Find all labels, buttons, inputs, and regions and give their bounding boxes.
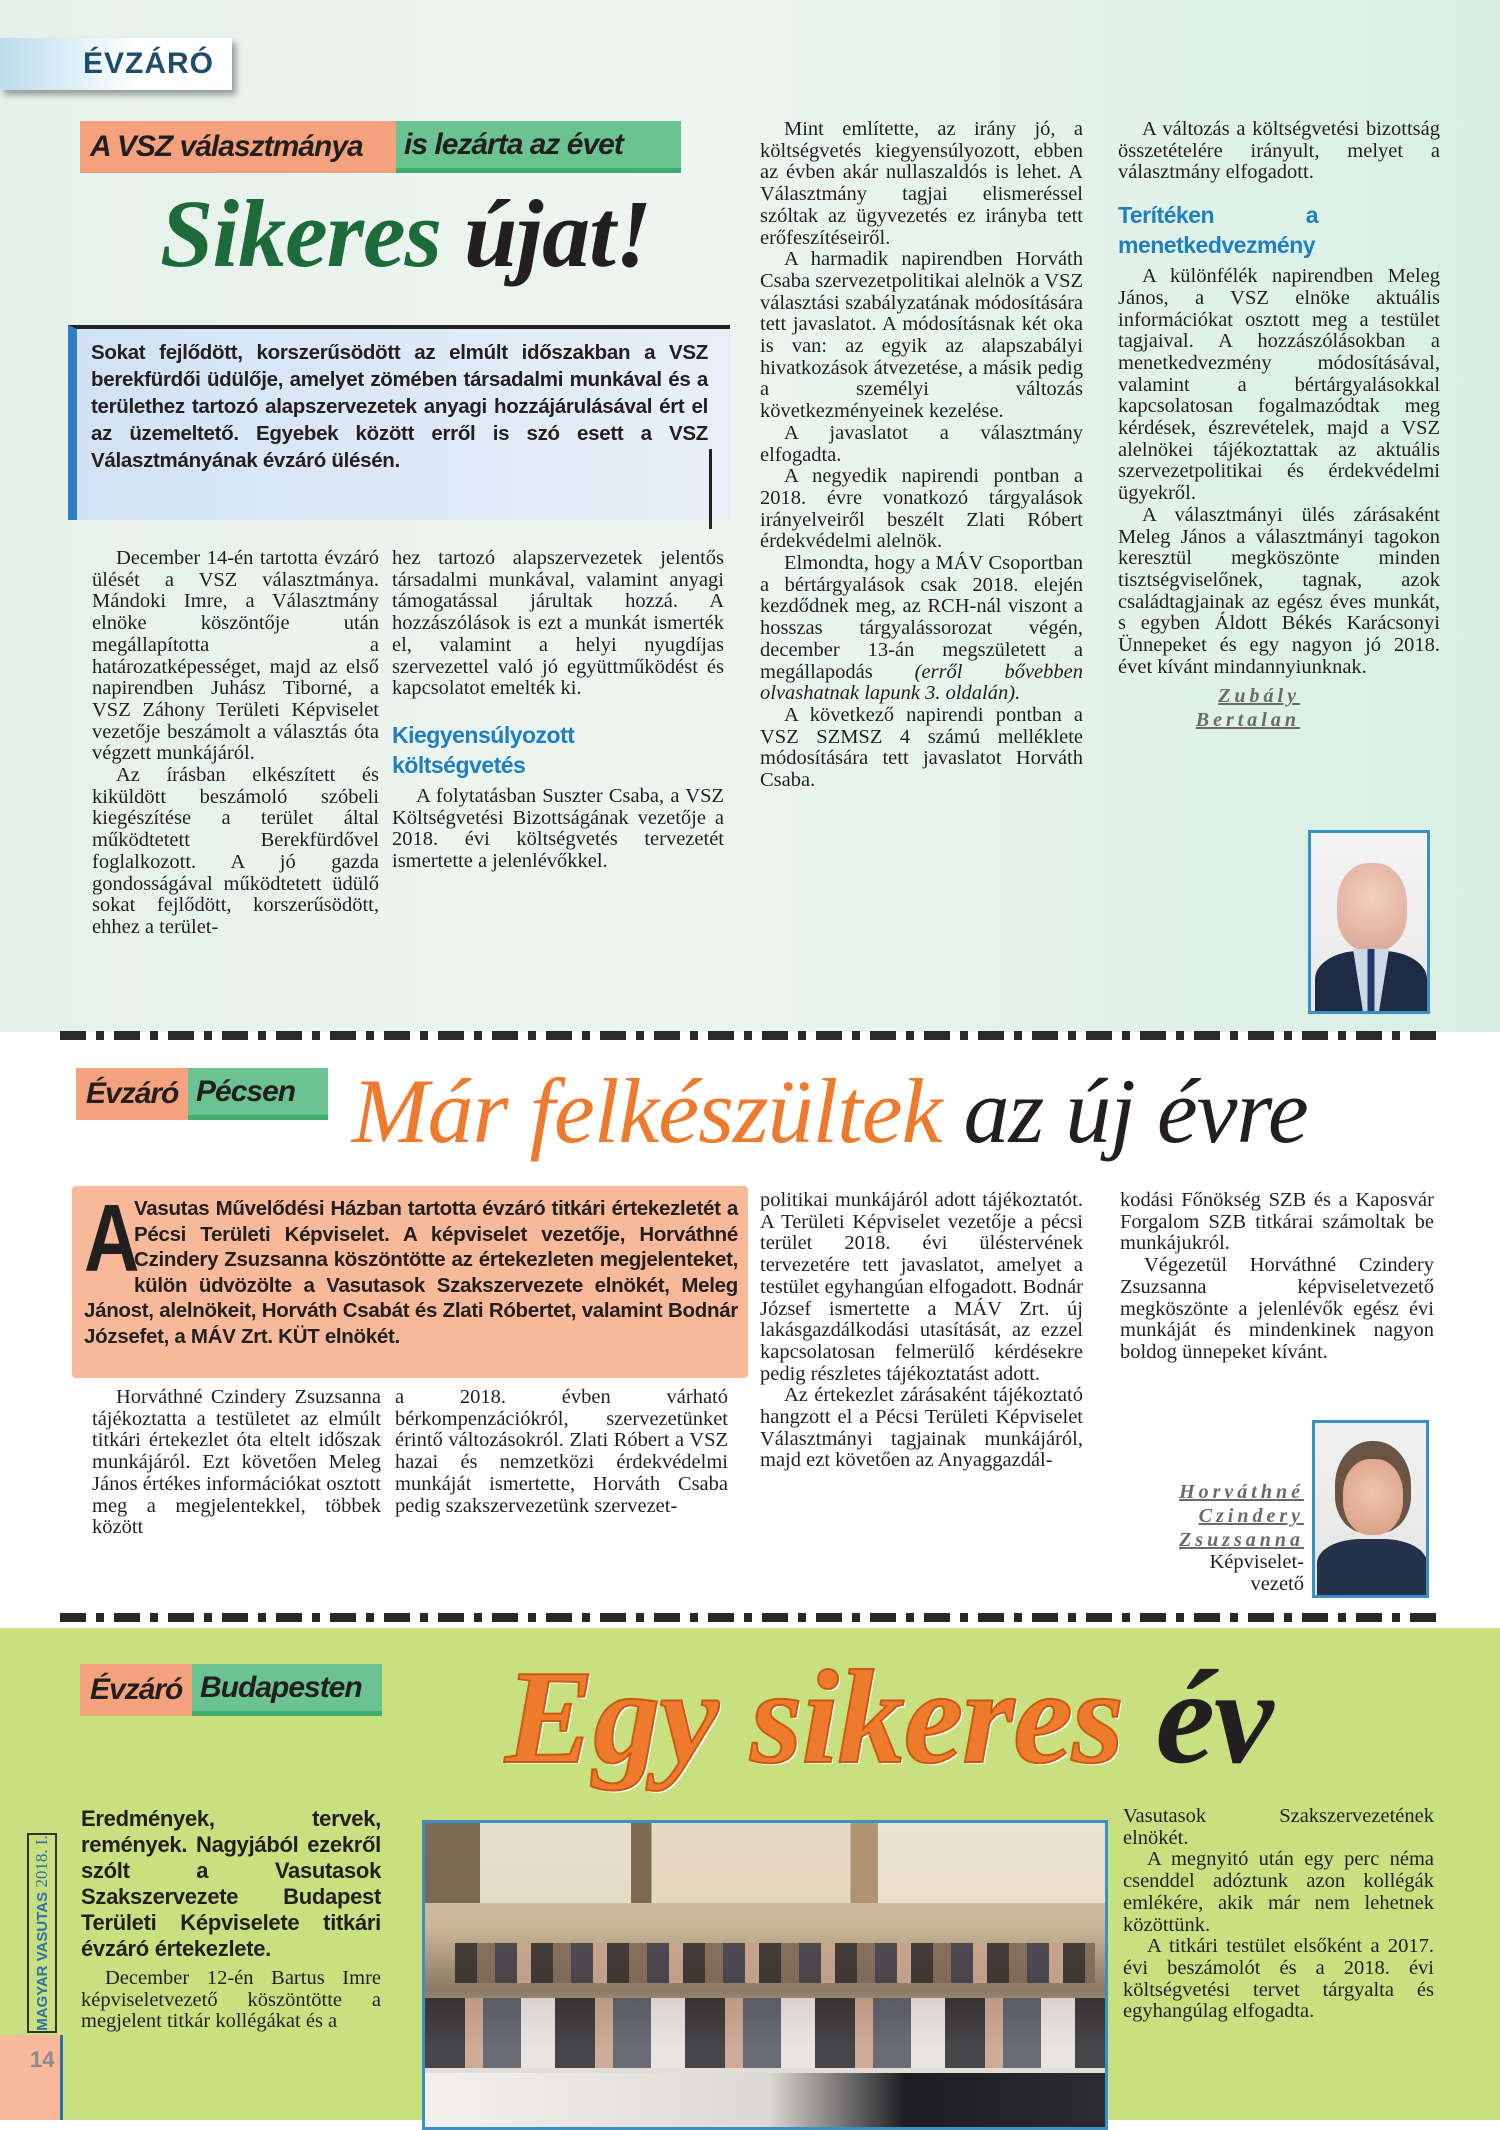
paragraph: December 14-én tartotta évzáró ülését a VSZ választmánya. Mándoki Imre, a Választmány elnöke köszöntője után megállapította a határozatképességet, majd az első napirendben Juhász Tiborné, a VSZ Záhony Területi Képviselet vezetője beszámolt a választás óta végzett munkájáról. [92, 547, 379, 765]
article-1-column-4 [1118, 119, 1440, 924]
title-part-1: Már felkészültek [352, 1060, 942, 1162]
title-part-1: Egy sikeres [505, 1643, 1123, 1791]
author-name [1120, 1480, 1304, 1552]
article-1-lead-box [68, 325, 730, 520]
article-3-tag [80, 1664, 382, 1716]
article-3-title [505, 1640, 1272, 1794]
kicker-part-2: is lezárta az évet [396, 121, 681, 173]
author-photo-zubaly [1308, 830, 1430, 1014]
tag-part-1: Évzáró [76, 1068, 188, 1120]
article-1-kicker [80, 121, 681, 173]
page-reference: (erről bővebben olvashatnak lapunk 3. oldalán). [760, 660, 1083, 705]
author-name-line: Czindery [1198, 1505, 1304, 1527]
paragraph: A harmadik napirendben Horváth Csaba szervezetpolitikai alelnök a VSZ választási szabályzatának módosítására tett javaslatot. A módosításnak két oka is van: az egyik az alapszabályi hivatkozások átvezetése, a másik pedig a személyi változás következményeinek kezelése. [760, 248, 1083, 423]
author-name-line: Horváthné [1179, 1481, 1304, 1503]
paragraph: Mint említette, az irány jó, a költségvetés kiegyensúlyozott, ebben az évben akár nullaszaldós is lehet. A Választmány tagjai elismeréssel szóltak az ügyvezetés ez irányba tett erőfeszítéseiről. [760, 118, 1083, 249]
article-1-column-1 [92, 548, 379, 939]
kicker-part-1: A VSZ választmánya [80, 121, 396, 173]
article-1-column-2 [392, 548, 724, 873]
meeting-photo [422, 1820, 1108, 2130]
paragraph: Végezetül Horváthné Czindery Zsuzsanna képviseletvezető megköszönte a jelenlévők egész évi munkáját és mindenkinek nagyon boldog ünnepeket kívánt. [1120, 1254, 1434, 1363]
page-number: 14 [30, 2047, 55, 2072]
article-3-lead: Eredmények, tervek, remények. Nagyjából ezekről szólt a Vasutasok Szakszervezete Budapest Területi Képviselete titkári évzáró értekezlete. [81, 1806, 381, 1961]
tag-part-2: Budapesten [192, 1664, 382, 1716]
article-2-lead-box [72, 1186, 748, 1378]
article-2-lead: Vasutas Művelődési Házban tartotta évzáró titkári értekezletét a Pécsi Területi Képviselet. A képviselet vezetője, Horváthné Czindery Zsuzsanna köszöntötte az értekezleten megjelenteket, külön üdvözölte a Vasutasok Szakszervezete elnökét, Meleg Jánost, alelnökeit, Horváth Csabát és Zlati Róbertet, valamint Bodnár Józsefet, a MÁV Zrt. KÜT elnökét. [84, 1197, 738, 1348]
paragraph: a 2018. évben várható bérkompenzációkról, szervezetünket érintő változásokról. Zlati Róbert a VSZ hazai és nemzetközi érdekvédelmi munkáját ismertette, Horváth Csaba pedig szakszervezetünk szervezet- [395, 1386, 728, 1517]
paragraph: Vasutasok Szakszervezetének elnökét. [1123, 1805, 1434, 1849]
paragraph: A negyedik napirendi pontban a 2018. évre vonatkozó tárgyalások irányelveiről beszélt Zlati Róbert érdekvédelmi alelnök. [760, 465, 1083, 553]
article-3-column-2 [1123, 1806, 1434, 2023]
paragraph: A megnyitó után egy perc néma csenddel adóztunk azon kollégák emlékére, akik már nem lehetnek közöttünk. [1123, 1848, 1434, 1936]
author-block-horvathne [1120, 1480, 1304, 1595]
paragraph: hez tartozó alapszervezetek jelentős társadalmi munkával, valamint anyagi támogatással járultak hozzá. A hozzászólások is ezt a munkát ismerték el, valamint a helyi nyugdíjas szervezettel való jó együttműködést és kapcsolatot emelték ki. [392, 547, 724, 700]
paragraph: kodási Főnökség SZB és a Kaposvár Forgalom SZB titkárai számoltak be munkájukról. [1120, 1189, 1434, 1255]
issue-number: 2018. I. [32, 1835, 52, 1888]
paragraph: A folytatásban Suszter Csaba, a VSZ Költségvetési Bizottságának vezetője a 2018. évi költségvetés tervezetét ismertette a jelenlévőkkel. [392, 784, 724, 873]
article-2-tag [76, 1068, 328, 1120]
paragraph-text: Elmondta, hogy a MÁV Csoportban a bértárgyalások csak 2018. elején kezdődnek meg, az RCH-nál viszont a hosszas tárgyalássorozat végén, december 13-án megszületett a megállapodás [760, 552, 1083, 683]
paragraph: A változás a költségvetési bizottság összetételére irányult, melyet a választmány elfogadott. [1118, 118, 1440, 184]
magazine-name: MAGYAR VASUTAS [34, 1891, 52, 2031]
paragraph: Az írásban elkészített és kiküldött beszámoló szóbeli kiegészítése a terület által működtetett Berekfürdővel foglalkozott. A jó gazda gondosságával működtetett üdülő sokat fejlődött, korszerűsödött, ehhez a terület- [92, 764, 379, 938]
author-first-name: Zubály [1218, 685, 1300, 708]
title-part-2: év [1155, 1643, 1273, 1791]
paragraph: A különfélék napirendben Meleg János, a VSZ elnöke aktuális információkat osztott meg a testület tagjaival. A hozzászólásokban a menetkedvezmény módosításával, valamint a bértárgyalásokkal kapcsolatosan fogalmazódtak meg kérdések, észrevételek, majd a VSZ alelnökei tájékoztattak az aktuális szervezetpolitikai és érdekvédelmi ügyekről. [1118, 265, 1440, 505]
author-role-line: vezető [1250, 1572, 1304, 1595]
article-2-column-3 [760, 1190, 1083, 1472]
author-name-line: Zsuzsanna [1179, 1529, 1304, 1551]
article-2-title [352, 1058, 1308, 1164]
title-part-2: újat! [464, 180, 652, 287]
author-photo-horvathne [1312, 1420, 1429, 1598]
article-1-column-3 [760, 119, 1083, 792]
article-1-lead: Sokat fejlődött, korszerűsödött az elmúlt időszakban a VSZ berekfürdői üdülője, amelyet zömében társadalmi munkával és a területhez tartozó alapszervezetek anyagi hozzájárulásával ért el az üzemeltető. Egyebek között erről is szó esett a VSZ Választmányának évzáró ülésén. [91, 341, 708, 472]
tag-part-2: Pécsen [188, 1068, 328, 1120]
subheading: Terítéken a menetkedvezmény [1118, 202, 1318, 259]
drop-cap: A [84, 1185, 140, 1292]
author-last-name: Bertalan [1195, 709, 1300, 732]
page-number-box [0, 2035, 63, 2120]
tag-part-1: Évzáró [80, 1664, 192, 1716]
title-part-1: Sikeres [160, 180, 441, 287]
title-part-2: az új évre [963, 1060, 1308, 1162]
paragraph [760, 553, 1083, 705]
article-2-column-4 [1120, 1190, 1434, 1364]
section-tag [0, 38, 232, 90]
paragraph: Az értekezlet zárásaként tájékoztató hangzott el a Pécsi Területi Képviselet Választmányi tagjainak munkájáról, majd ezt követően az Anyaggazdál- [760, 1384, 1083, 1472]
section-divider [60, 1031, 1440, 1040]
author-name [1118, 684, 1300, 732]
paragraph: politikai munkájáról adott tájékoztatót. A Területi Képviselet vezetője a pécsi terület 2018. évi üléstervének tervezetére tett javaslatot, amelyet a testület egyhangúan elfogadott. Bodnár József ismertette a MÁV Zrt. új lakásgazdálkodási utasítását, az ezzel kapcsolatosan felmerülő kérdésekre pedig részletes tájékoztatást adott. [760, 1189, 1083, 1385]
paragraph: A titkári testület elsőként a 2017. évi beszámolót és a 2018. évi költségvetési tervet tárgyalta és egyhangúlag elfogadta. [1123, 1935, 1434, 2023]
author-role [1120, 1552, 1304, 1595]
paragraph: Horváthné Czindery Zsuzsanna tájékoztatta a testületet az elmúlt titkári értekezlet óta eltelt időszak munkájáról. Ezt követően Meleg János értékes információkat osztott meg a megjelentekkel, többek között [92, 1386, 381, 1539]
paragraph: December 12-én Bartus Imre képviseletvezető köszöntötte a megjelent titkár kollégákat és a [81, 1967, 381, 2033]
magazine-folio [27, 1833, 57, 2033]
paragraph: A választmányi ülés zárásaként Meleg János a választmányi tagokon keresztül megköszönte minden tisztségviselőnek, tagnak, azok családtagjainak az egész éves munkát, s egyben Áldott Békés Karácsonyi Ünnepeket és egy nagyon jó 2018. évet kívánt mindannyiunknak. [1118, 503, 1440, 678]
section-tag-label: ÉVZÁRÓ [82, 47, 214, 80]
article-3-column-1 [81, 1968, 381, 2033]
section-divider [60, 1613, 1440, 1622]
article-1-title [160, 178, 651, 289]
paragraph: A javaslatot a választmány elfogadta. [760, 421, 1083, 466]
subheading: Kiegyensúlyozott költségvetés [392, 721, 575, 778]
author-role-line: Képviselet- [1209, 1551, 1304, 1573]
paragraph: A következő napirendi pontban a VSZ SZMSZ 4 számú melléklete módosítására tett javaslatot Horváth Csaba. [760, 703, 1083, 792]
article-2-column-1 [92, 1387, 381, 1539]
article-2-column-2 [395, 1387, 728, 1517]
